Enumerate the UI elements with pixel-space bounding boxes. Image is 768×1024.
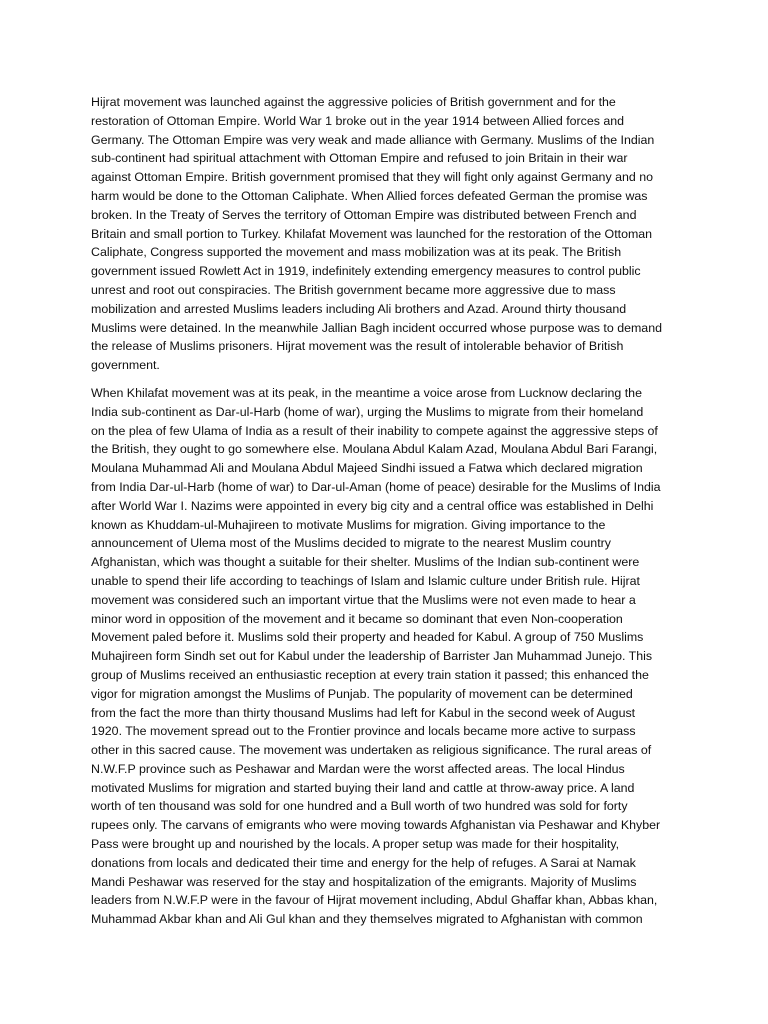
- document-body: [91, 93, 713, 938]
- paragraph-1: Hijrat movement was launched against the aggressive policies of British government and for the restoration of Ottoman Empire. World War 1 broke out in the year 1914 between Allied forces and Germany. The Ottoman Empire was very weak and made alliance with Germany. Muslims of the Indian sub-continent had spiritual attachment with Ottoman Empire and refused to join Britain in their war against Ottoman Empire. British government promised that they will fight only against Germany and no harm would be done to the Ottoman Caliphate. When Allied forces defeated German the promise was broken. In the Treaty of Serves the territory of Ottoman Empire was distributed between French and Britain and small portion to Turkey. Khilafat Movement was launched for the restoration of the Ottoman Caliphate, Congress supported the movement and mass mobilization was at its peak. The British government issued Rowlett Act in 1919, indefinitely extending emergency measures to control public unrest and root out conspiracies. The British government became more aggressive due to mass mobilization and arrested Muslims leaders including Ali brothers and Azad. Around thirty thousand Muslims were detained. In the meanwhile Jallian Bagh incident occurred whose purpose was to demand the release of Muslims prisoners. Hijrat movement was the result of intolerable behavior of British government.: [91, 95, 662, 373]
- paragraph-2: When Khilafat movement was at its peak, in the meantime a voice arose from Lucknow declaring the India sub-continent as Dar-ul-Harb (home of war), urging the Muslims to migrate from their homeland on the plea of few Ulama of India as a result of their inability to compete against the aggressive steps of the British, they ought to go somewhere else. Moulana Abdul Kalam Azad, Moulana Abdul Bari Farangi, Moulana Muhammad Ali and Moulana Abdul Majeed Sindhi issued a Fatwa which declared migration from India Dar-ul-Harb (home of war) to Dar-ul-Aman (home of peace) desirable for the Muslims of India after World War I. Nazims were appointed in every big city and a central office was established in Delhi known as Khuddam-ul-Muhajireen to motivate Muslims for migration. Giving importance to the announcement of Ulema most of the Muslims decided to migrate to the nearest Muslim country Afghanistan, which was thought a suitable for their shelter. Muslims of the Indian sub-continent were unable to spend their life according to teachings of Islam and Islamic culture under British rule. Hijrat movement was considered such an important virtue that the Muslims were not even made to hear a minor word in opposition of the movement and it became so dominant that even Non-cooperation Movement paled before it. Muslims sold their property and headed for Kabul. A group of 750 Muslims Muhajireen form Sindh set out for Kabul under the leadership of Barrister Jan Muhammad Junejo. This group of Muslims received an enthusiastic reception at every train station it passed; this enhanced the vigor for migration amongst the Muslims of Punjab. The popularity of movement can be determined from the fact the more than thirty thousand Muslims had left for Kabul in the second week of August 1920. The movement spread out to the Frontier province and locals became more active to surpass other in this sacred cause. The movement was undertaken as religious significance. The rural areas of N.W.F.P province such as Peshawar and Mardan were the worst affected areas. The local Hindus motivated Muslims for migration and started buying their land and cattle at throw-away price. A land worth of ten thousand was sold for one hundred and a Bull worth of two hundred was sold for forty rupees only. The carvans of emigrants who were moving towards Afghanistan via Peshawar and Khyber Pass were brought up and nourished by the locals. A proper setup was made for their hospitality, donations from locals and dedicated their time and energy for the help of refuges. A Sarai at Namak Mandi Peshawar was reserved for the stay and hospitalization of the emigrants. Majority of Muslims leaders from N.W.F.P were in the favour of Hijrat movement including, Abdul Ghaffar khan, Abbas khan, Muhammad Akbar khan and Ali Gul khan and they themselves migrated to Afghanistan with common: [91, 385, 661, 927]
